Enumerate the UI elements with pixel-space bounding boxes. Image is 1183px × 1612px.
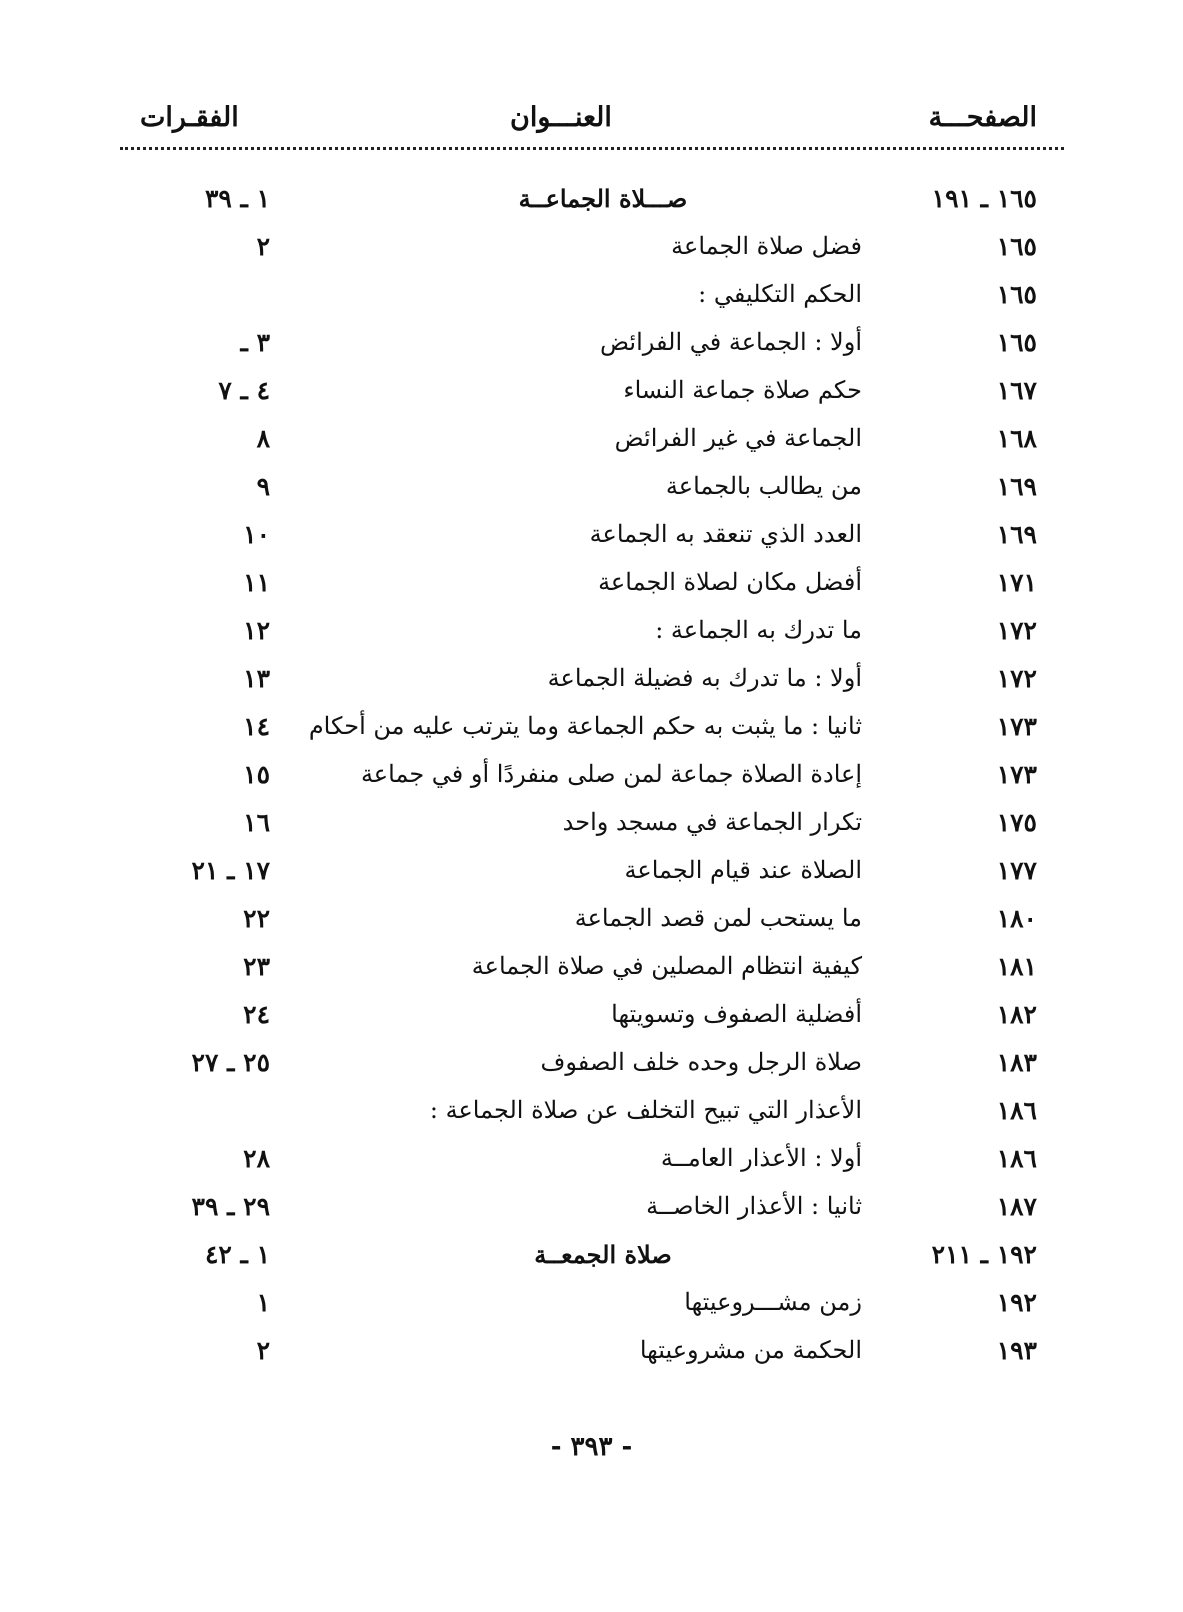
row-paragraphs: ٢٢ (243, 904, 270, 933)
toc-row (0, 1140, 1183, 1188)
toc-row (0, 948, 1183, 996)
row-title: إعادة الصلاة جماعة لمن صلى منفردًا أو في جماعة (360, 760, 862, 788)
row-page: ١٦٩ (996, 520, 1037, 549)
row-title: الحكم التكليفي : (698, 280, 862, 308)
toc-row (0, 660, 1183, 708)
row-title: فضل صلاة الجماعة (671, 232, 862, 260)
row-page: ١٨١ (996, 952, 1037, 981)
row-title: الجماعة في غير الفرائض (614, 424, 862, 452)
row-title: ما يستحب لمن قصد الجماعة (574, 904, 862, 932)
row-page: ١٦٥ (996, 328, 1037, 357)
row-paragraphs: ١٥ (243, 760, 270, 789)
row-page: ١٧٢ (996, 664, 1037, 693)
toc-row (0, 612, 1183, 660)
row-page: ١٦٧ (996, 376, 1037, 405)
row-page: ١٩٢ (996, 1288, 1037, 1317)
toc-rows (0, 180, 1183, 1380)
toc-row (0, 804, 1183, 852)
row-paragraphs: ٢٩ ـ ٣٩ (191, 1192, 270, 1221)
row-paragraphs: ٣ ـ (240, 328, 270, 357)
toc-row (0, 228, 1183, 276)
row-page: ١٧٣ (996, 760, 1037, 789)
row-page: ١٦٥ (996, 232, 1037, 261)
toc-row (0, 324, 1183, 372)
toc-row (0, 468, 1183, 516)
header-dotted-divider (120, 147, 1064, 150)
toc-row (0, 564, 1183, 612)
row-page: ١٨٠ (996, 904, 1037, 933)
row-paragraphs: ١ (256, 1288, 270, 1317)
toc-row (0, 1188, 1183, 1236)
row-title: أولا : ما تدرك به فضيلة الجماعة (547, 664, 862, 692)
page-number: - ٣٩٣ - (550, 1432, 633, 1462)
toc-row (0, 516, 1183, 564)
row-paragraphs: ٢ (256, 232, 270, 261)
row-paragraphs: ٨ (256, 424, 270, 453)
toc-row (0, 708, 1183, 756)
row-title: حكم صلاة جماعة النساء (623, 376, 862, 404)
row-title: صلاة الجمعــة (534, 1240, 672, 1269)
header-title-column: العنـــوان (510, 102, 612, 133)
row-page: ١٨٧ (996, 1192, 1037, 1221)
row-title: أفضلية الصفوف وتسويتها (611, 1000, 862, 1028)
toc-row (0, 996, 1183, 1044)
row-title: صلاة الرجل وحده خلف الصفوف (540, 1048, 862, 1076)
row-title: ما تدرك به الجماعة : (655, 616, 862, 644)
row-page: ١٨٦ (996, 1096, 1037, 1125)
row-paragraphs: ٤ ـ ٧ (218, 376, 270, 405)
row-paragraphs: ٢٥ ـ ٢٧ (191, 1048, 270, 1077)
row-page: ١٧٥ (996, 808, 1037, 837)
row-page: ١٩٢ ـ ٢١١ (931, 1240, 1037, 1269)
row-page: ١٧١ (996, 568, 1037, 597)
row-paragraphs: ٢ (256, 1336, 270, 1365)
header-paragraphs-column: الفقـرات (140, 102, 239, 133)
toc-row (0, 372, 1183, 420)
row-paragraphs: ١٢ (243, 616, 270, 645)
toc-row (0, 1044, 1183, 1092)
row-page: ١٦٥ ـ ١٩١ (931, 184, 1037, 213)
row-title: من يطالب بالجماعة (665, 472, 862, 500)
row-page: ١٩٣ (996, 1336, 1037, 1365)
row-paragraphs: ٢٨ (243, 1144, 270, 1173)
row-page: ١٧٣ (996, 712, 1037, 741)
toc-row (0, 1284, 1183, 1332)
row-paragraphs: ١٦ (243, 808, 270, 837)
row-paragraphs: ٩ (256, 472, 270, 501)
row-title: الأعذار التي تبيح التخلف عن صلاة الجماعة : (429, 1096, 862, 1124)
row-paragraphs: ٢٤ (243, 1000, 270, 1029)
toc-row (0, 1332, 1183, 1380)
toc-row-major (0, 180, 1183, 228)
row-title: تكرار الجماعة في مسجد واحد (562, 808, 862, 836)
row-paragraphs: ١٤ (243, 712, 270, 741)
row-page: ١٦٩ (996, 472, 1037, 501)
row-page: ١٨٢ (996, 1000, 1037, 1029)
row-title: كيفية انتظام المصلين في صلاة الجماعة (471, 952, 862, 980)
row-title: زمن مشـــروعيتها (684, 1288, 862, 1316)
row-title: صـــلاة الجماعــة (518, 184, 688, 213)
row-paragraphs: ١١ (243, 568, 270, 597)
toc-row-major (0, 1236, 1183, 1284)
row-paragraphs: ١٧ ـ ٢١ (191, 856, 270, 885)
header-page-column: الصفحـــة (928, 102, 1037, 133)
toc-row (0, 900, 1183, 948)
row-paragraphs: ٢٣ (243, 952, 270, 981)
row-page: ١٧٧ (996, 856, 1037, 885)
row-page: ١٦٨ (996, 424, 1037, 453)
row-title: الحكمة من مشروعيتها (639, 1336, 862, 1364)
row-title: أفضل مكان لصلاة الجماعة (598, 568, 862, 596)
toc-row (0, 852, 1183, 900)
toc-row (0, 1092, 1183, 1140)
row-title: العدد الذي تنعقد به الجماعة (589, 520, 862, 548)
row-page: ١٦٥ (996, 280, 1037, 309)
row-title: ثانيا : ما يثبت به حكم الجماعة وما يترتب عليه من أحكام (308, 712, 862, 740)
row-paragraphs: ١ ـ ٣٩ (204, 184, 270, 213)
row-page: ١٨٣ (996, 1048, 1037, 1077)
toc-row (0, 276, 1183, 324)
row-paragraphs: ١ ـ ٤٢ (204, 1240, 270, 1269)
row-page: ١٨٦ (996, 1144, 1037, 1173)
row-title: أولا : الجماعة في الفرائض (600, 328, 862, 356)
toc-row (0, 420, 1183, 468)
row-title: أولا : الأعذار العامــة (660, 1144, 862, 1172)
row-page: ١٧٢ (996, 616, 1037, 645)
row-paragraphs: ١٣ (243, 664, 270, 693)
row-title: ثانيا : الأعذار الخاصــة (646, 1192, 862, 1220)
row-paragraphs: ١٠ (243, 520, 270, 549)
row-title: الصلاة عند قيام الجماعة (624, 856, 862, 884)
toc-row (0, 756, 1183, 804)
